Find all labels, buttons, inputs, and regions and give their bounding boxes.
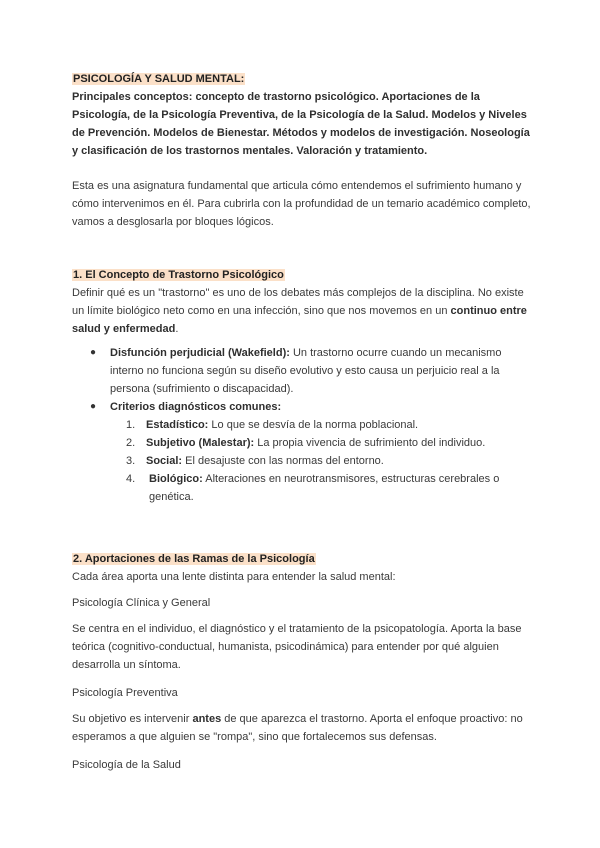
section1-heading-text: 1. El Concepto de Trastorno Psicológico: [73, 269, 284, 281]
bullet-wakefield: [90, 344, 534, 398]
preventiva-paragraph: [72, 710, 534, 746]
criteria-list: [110, 416, 534, 506]
intro-paragraph: Principales conceptos: concepto de trastorno psicológico. Aportaciones de la Psicología, de la Psicología Preventiva, de la Psicología de la Salud. Modelos y Niveles de Prevención. Modelos de Bienestar. Métodos y modelos de investigación. Noseología y clasificación de los trastornos mentales. Valoración y tratamiento.: [72, 91, 530, 157]
criteria-label: Estadístico:: [146, 419, 209, 431]
preventiva-text-start: Su objetivo es intervenir: [72, 713, 193, 725]
criteria-number: 3.: [126, 455, 136, 467]
preventiva-text-bold: antes: [192, 713, 222, 725]
criteria-text: La propia vivencia de sufrimiento del individuo.: [254, 437, 486, 449]
lead-paragraph: Esta es una asignatura fundamental que articula cómo entendemos el sufrimiento humano y cómo intervenimos en él. Para cubrirla con la profundidad de un temario académico completo, vamos a desglosarla por bloques lógicos.: [72, 180, 531, 228]
bullet-dot-icon: ●: [90, 401, 97, 412]
section1-text-end: .: [175, 323, 179, 335]
clinica-paragraph: Se centra en el individuo, el diagnóstico y el tratamiento de la psicopatología. Aporta la base teórica (cognitivo-conductual, humanista, psicodinámica) para entender por qué alguien desarrolla un síntoma.: [72, 623, 522, 671]
criteria-item: [126, 470, 534, 506]
preventiva-text-end: de que aparezca el trastorno. Aporta el enfoque proactivo: no esperamos a que alguien se "rompa", sino que fortalecemos sus defensas.: [72, 713, 523, 743]
criteria-text: Alteraciones en neurotransmisores, estructuras cerebrales o genética.: [149, 473, 500, 503]
criteria-text: El desajuste con las normas del entorno.: [182, 455, 384, 467]
criteria-text: Lo que se desvía de la norma poblacional.: [208, 419, 419, 431]
section1-text-bold: continuo entre salud y enfermedad: [72, 305, 527, 335]
criteria-number: 2.: [126, 437, 136, 449]
bullet-text: Un trastorno ocurre cuando un mecanismo interno no funciona según su diseño evolutivo y esto causa un perjuicio real a la persona (sufrimiento o discapacidad).: [110, 347, 502, 395]
salud-title: Psicología de la Salud: [72, 759, 181, 771]
bullet-label: Disfunción perjudicial (Wakefield):: [110, 347, 290, 359]
criteria-number: 1.: [126, 419, 136, 431]
section1-bullets: [72, 344, 534, 506]
document-title: [72, 70, 534, 88]
section2-heading: [72, 550, 534, 568]
criteria-item: [126, 434, 534, 452]
section1-text-start: Definir qué es un "trastorno" es uno de los debates más complejos de la disciplina. No existe un límite biológico neto como en una infección, sino que nos movemos en un: [72, 287, 524, 317]
criteria-label: Biológico:: [149, 473, 203, 485]
bullet-dot-icon: ●: [90, 347, 97, 358]
criteria-item: [126, 452, 534, 470]
clinica-title: Psicología Clínica y General: [72, 597, 211, 609]
section1-paragraph: [72, 284, 534, 338]
title-highlight: PSICOLOGÍA Y SALUD MENTAL:: [73, 73, 245, 85]
criteria-label: Social:: [146, 455, 183, 467]
section1-heading: [72, 266, 534, 284]
section2-heading-text: 2. Aportaciones de las Ramas de la Psicología: [73, 553, 315, 565]
bullet-label: Criterios diagnósticos comunes:: [110, 401, 282, 413]
criteria-item: [126, 416, 534, 434]
bullet-criterios: [90, 398, 534, 506]
criteria-number: 4.: [126, 473, 136, 485]
section2-intro: Cada área aporta una lente distinta para entender la salud mental:: [72, 571, 396, 583]
document-content: [72, 70, 534, 774]
criteria-label: Subjetivo (Malestar):: [146, 437, 255, 449]
preventiva-title: Psicología Preventiva: [72, 687, 178, 699]
